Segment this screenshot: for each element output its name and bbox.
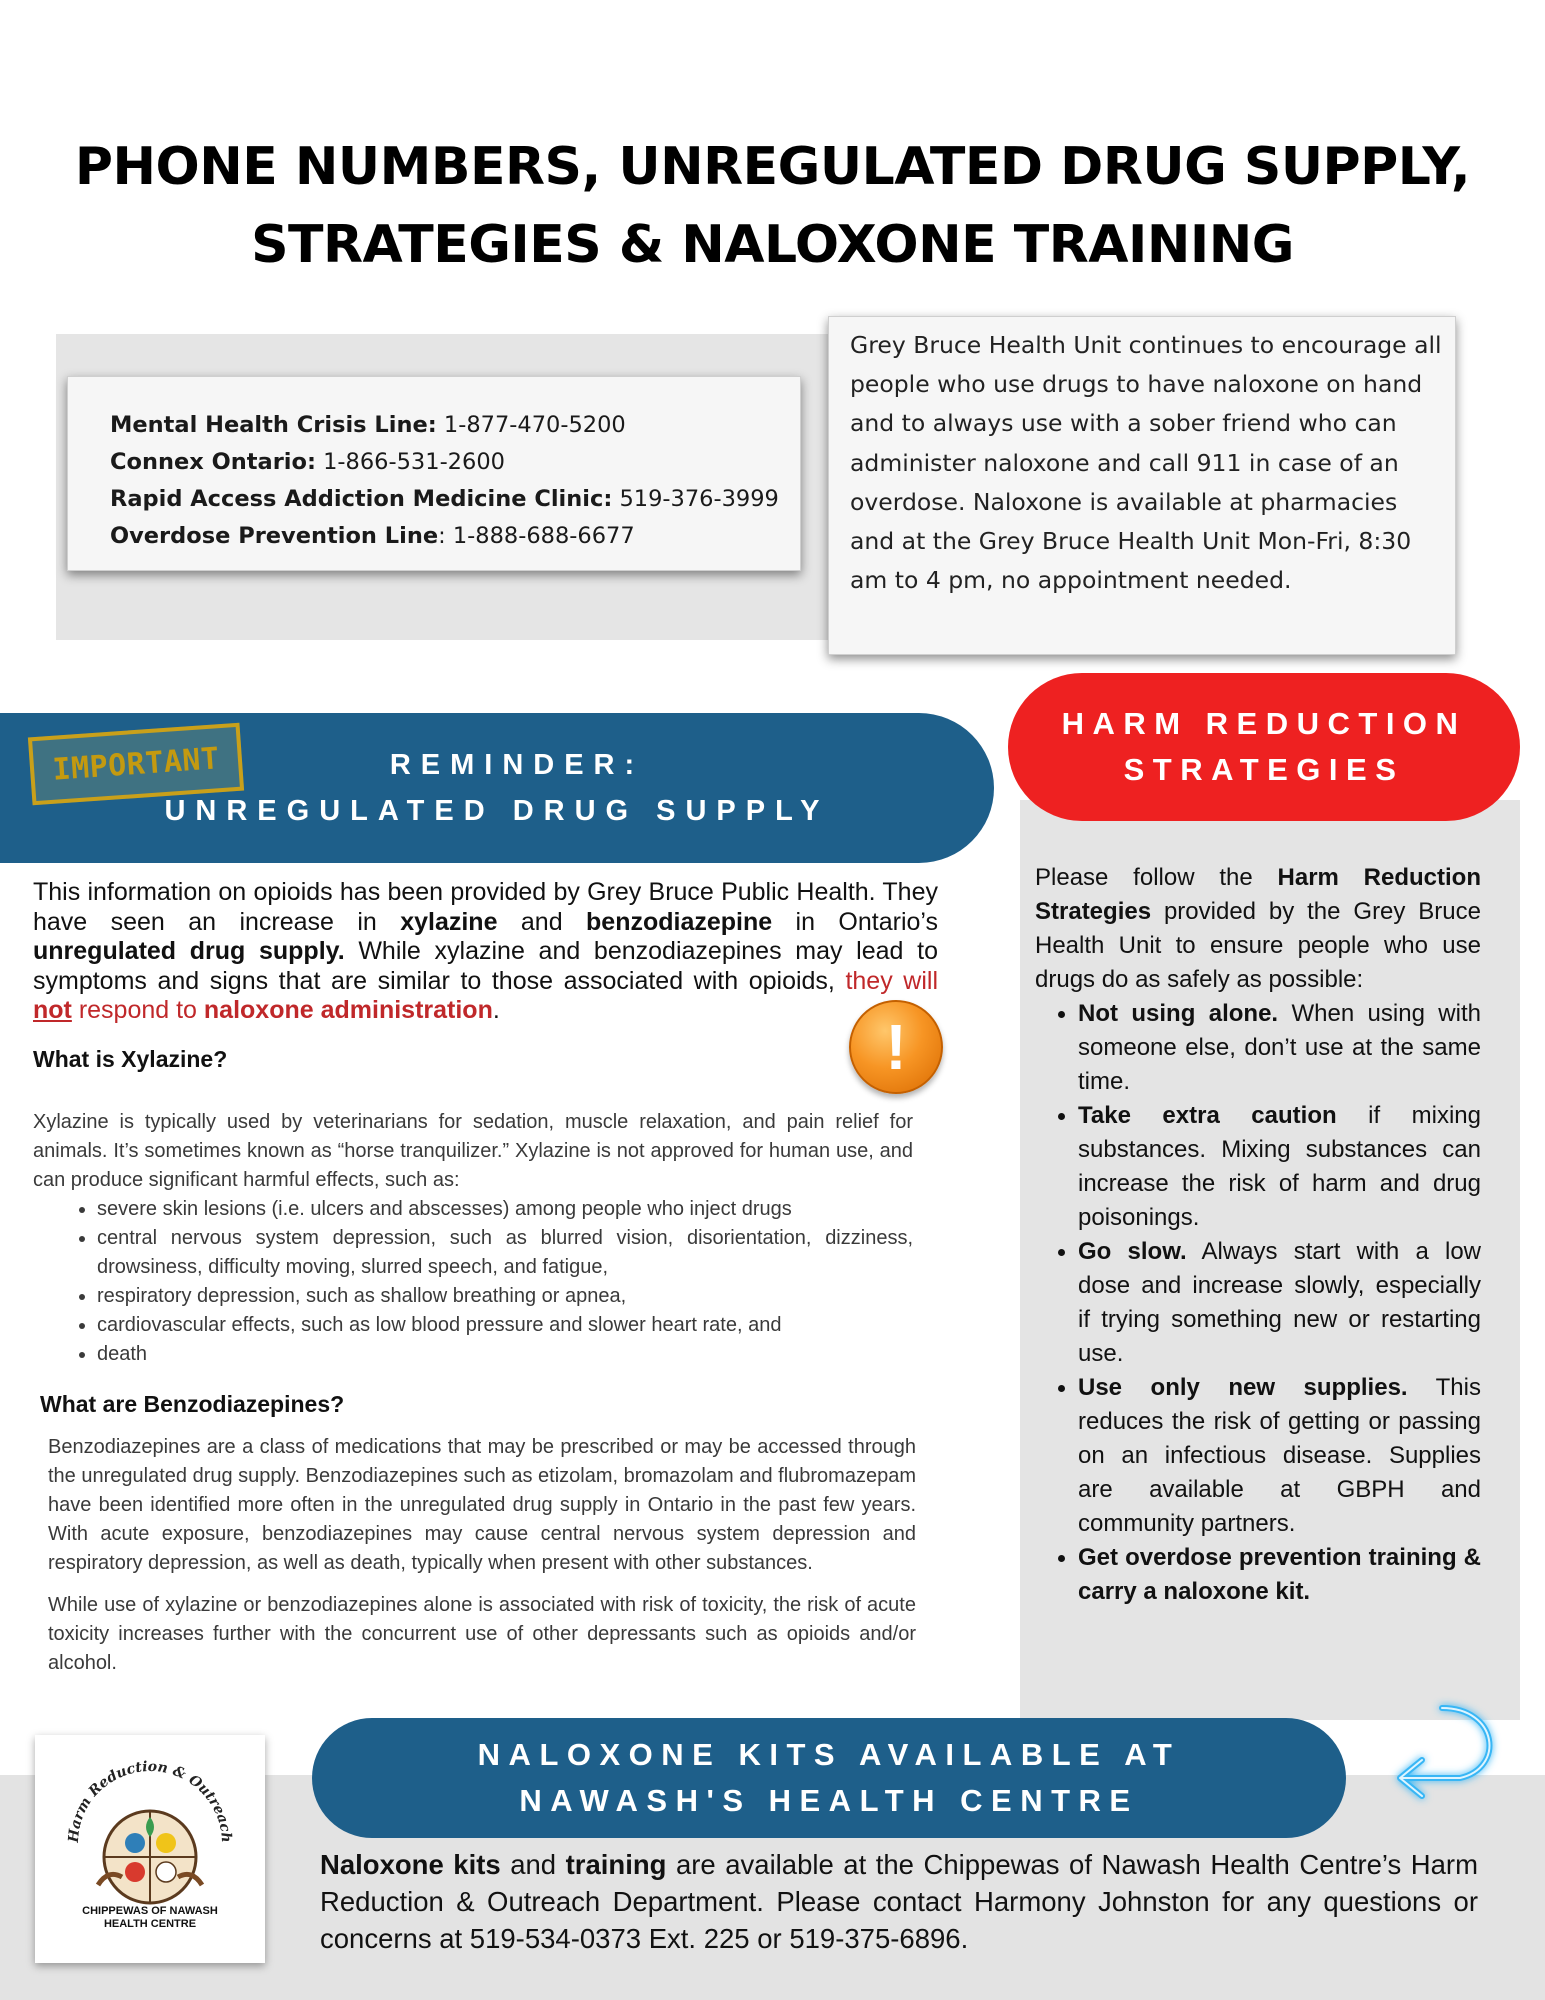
naloxone-title-line-1: NALOXONE KITS AVAILABLE AT (477, 1737, 1181, 1772)
harm-strategy-list (1035, 997, 1481, 1609)
harm-strategy-item: • Go slow. Always start with a low dose and increase slowly, especially if trying something new or restarting use. (1078, 1235, 1481, 1371)
phone-item (110, 518, 800, 555)
harm-title-line-1: HARM REDUCTION (1061, 706, 1467, 741)
xylazine-heading: What is Xylazine? (33, 1046, 228, 1072)
phone-label: Mental Health Crisis Line: (110, 412, 437, 438)
benzodiazepines-paragraph-1: Benzodiazepines are a class of medications that may be prescribed or may be accessed through the unregulated drug supply. Benzodiazepines such as etizolam, bromazolam and flubromazepam have been identified more often in the unregulated drug supply in Ontario in the past few years. With acute exposure, benzodiazepines may cause central nervous system depression and respiratory depression, as well as death, typically when present with other substances. (48, 1436, 916, 1574)
phone-item (110, 481, 800, 518)
curved-arrow-icon (1380, 1690, 1520, 1810)
phone-number: 1-866-531-2600 (315, 449, 505, 475)
opioid-intro-paragraph: This information on opioids has been provided by Grey Bruce Public Health. They have seen an increase in xylazine and benzodiazepine in Ontario’s unregulated drug supply. While xylazine and benzodiazepines may lead to symptoms and signs that are similar to those associated with opioids, they will not respond to naloxone administration. (33, 878, 939, 1024)
logo-arc-text: Harm Reduction & Outreach (65, 1758, 235, 1844)
nawash-logo (35, 1735, 265, 1963)
naloxone-title-line-2: NAWASH'S HEALTH CENTRE (519, 1783, 1139, 1818)
phone-number: 1-877-470-5200 (436, 412, 626, 438)
xylazine-effect-item: • respiratory depression, such as shallow breathing or apnea, (97, 1282, 913, 1311)
naloxone-kits-banner (312, 1718, 1346, 1838)
xylazine-effect-item: • severe skin lesions (i.e. ulcers and abscesses) among people who inject drugs (97, 1195, 913, 1224)
harm-strategy-item: • Get overdose prevention training & carry a naloxone kit. (1078, 1541, 1481, 1609)
phone-number: 519-376-3999 (612, 486, 779, 512)
xylazine-section (33, 1108, 913, 1369)
page-title-line-1: PHONE NUMBERS, UNREGULATED DRUG SUPPLY, (74, 137, 1471, 197)
harm-strategy-item: • Use only new supplies. This reduces the risk of getting or passing on an infectious disease. Supplies are available at GBPH and community partners. (1078, 1371, 1481, 1541)
xylazine-effect-item: • cardiovascular effects, such as low blood pressure and slower heart rate, and (97, 1311, 913, 1340)
xylazine-body: Xylazine is typically used by veterinarians for sedation, muscle relaxation, and pain relief for animals. It’s sometimes known as “horse tranquilizer.” Xylazine is not approved for human use, and can produce significant harmful effects, such as: (33, 1111, 913, 1191)
phone-numbers-card (67, 376, 801, 571)
phone-list (68, 377, 800, 555)
exclamation-alert-icon: ! (849, 1000, 943, 1094)
harm-reduction-content (1035, 861, 1481, 1609)
phone-item (110, 407, 800, 444)
harm-reduction-banner (1008, 673, 1520, 821)
important-stamp-label: IMPORTANT (51, 740, 221, 788)
page-title (0, 128, 1545, 284)
harm-reduction-logo-icon (50, 1745, 250, 1910)
phone-label: Connex Ontario: (110, 449, 316, 475)
benzodiazepines-heading: What are Benzodiazepines? (40, 1391, 345, 1417)
naloxone-warning: they will not respond to naloxone administration (33, 966, 938, 1024)
reminder-line-2: UNREGULATED DRUG SUPPLY (164, 795, 830, 827)
naloxone-info-card (828, 316, 1456, 655)
xylazine-effect-item: • death (97, 1340, 913, 1369)
page-title-line-2: STRATEGIES & NALOXONE TRAINING (251, 215, 1294, 275)
phone-label: Rapid Access Addiction Medicine Clinic: (110, 486, 613, 512)
phone-item (110, 444, 800, 481)
logo-organization-name: CHIPPEWAS OF NAWASH HEALTH CENTRE (82, 1905, 218, 1930)
xylazine-effect-item: • central nervous system depression, such as blurred vision, disorientation, dizziness, drowsiness, difficulty moving, slurred speech, and fatigue, (97, 1224, 913, 1282)
phone-number: : 1-888-688-6677 (438, 523, 635, 549)
harm-strategy-item: • Take extra caution if mixing substances. Mixing substances can increase the risk of harm and drug poisonings. (1078, 1099, 1481, 1235)
naloxone-kits-description: Naloxone kits and training are available at the Chippewas of Nawash Health Centre’s Harm Reduction & Outreach Department. Please contact Harmony Johnston for any questions or concerns at 519-534-0373 Ext. 225 or 519-375-6896. (320, 1849, 1478, 1954)
harm-intro: Please follow the Harm Reduction Strategies provided by the Grey Bruce Health Unit to ensure people who use drugs do as safely as possible: (1035, 864, 1482, 993)
benzodiazepines-section (48, 1433, 916, 1678)
harm-strategy-item: • Not using alone. When using with someone else, don’t use at the same time. (1078, 997, 1481, 1099)
xylazine-effects-list (33, 1195, 913, 1369)
benzodiazepines-paragraph-2: While use of xylazine or benzodiazepines alone is associated with risk of toxicity, the risk of acute toxicity increases further with the concurrent use of other depressants such as opioids and/or alcohol. (48, 1594, 916, 1674)
phone-label: Overdose Prevention Line (110, 523, 439, 549)
harm-title-line-2: STRATEGIES (1123, 752, 1405, 787)
naloxone-info-text: Grey Bruce Health Unit continues to encourage all people who use drugs to have naloxone on hand and to always use with a sober friend who can administer naloxone and call 911 in case of an overdose. Naloxone is available at pharmacies and at the Grey Bruce Health Unit Mon-Fri, 8:30 am to 4 pm, no appointment needed. (850, 331, 1442, 595)
reminder-line-1: REMINDER: (389, 749, 645, 781)
